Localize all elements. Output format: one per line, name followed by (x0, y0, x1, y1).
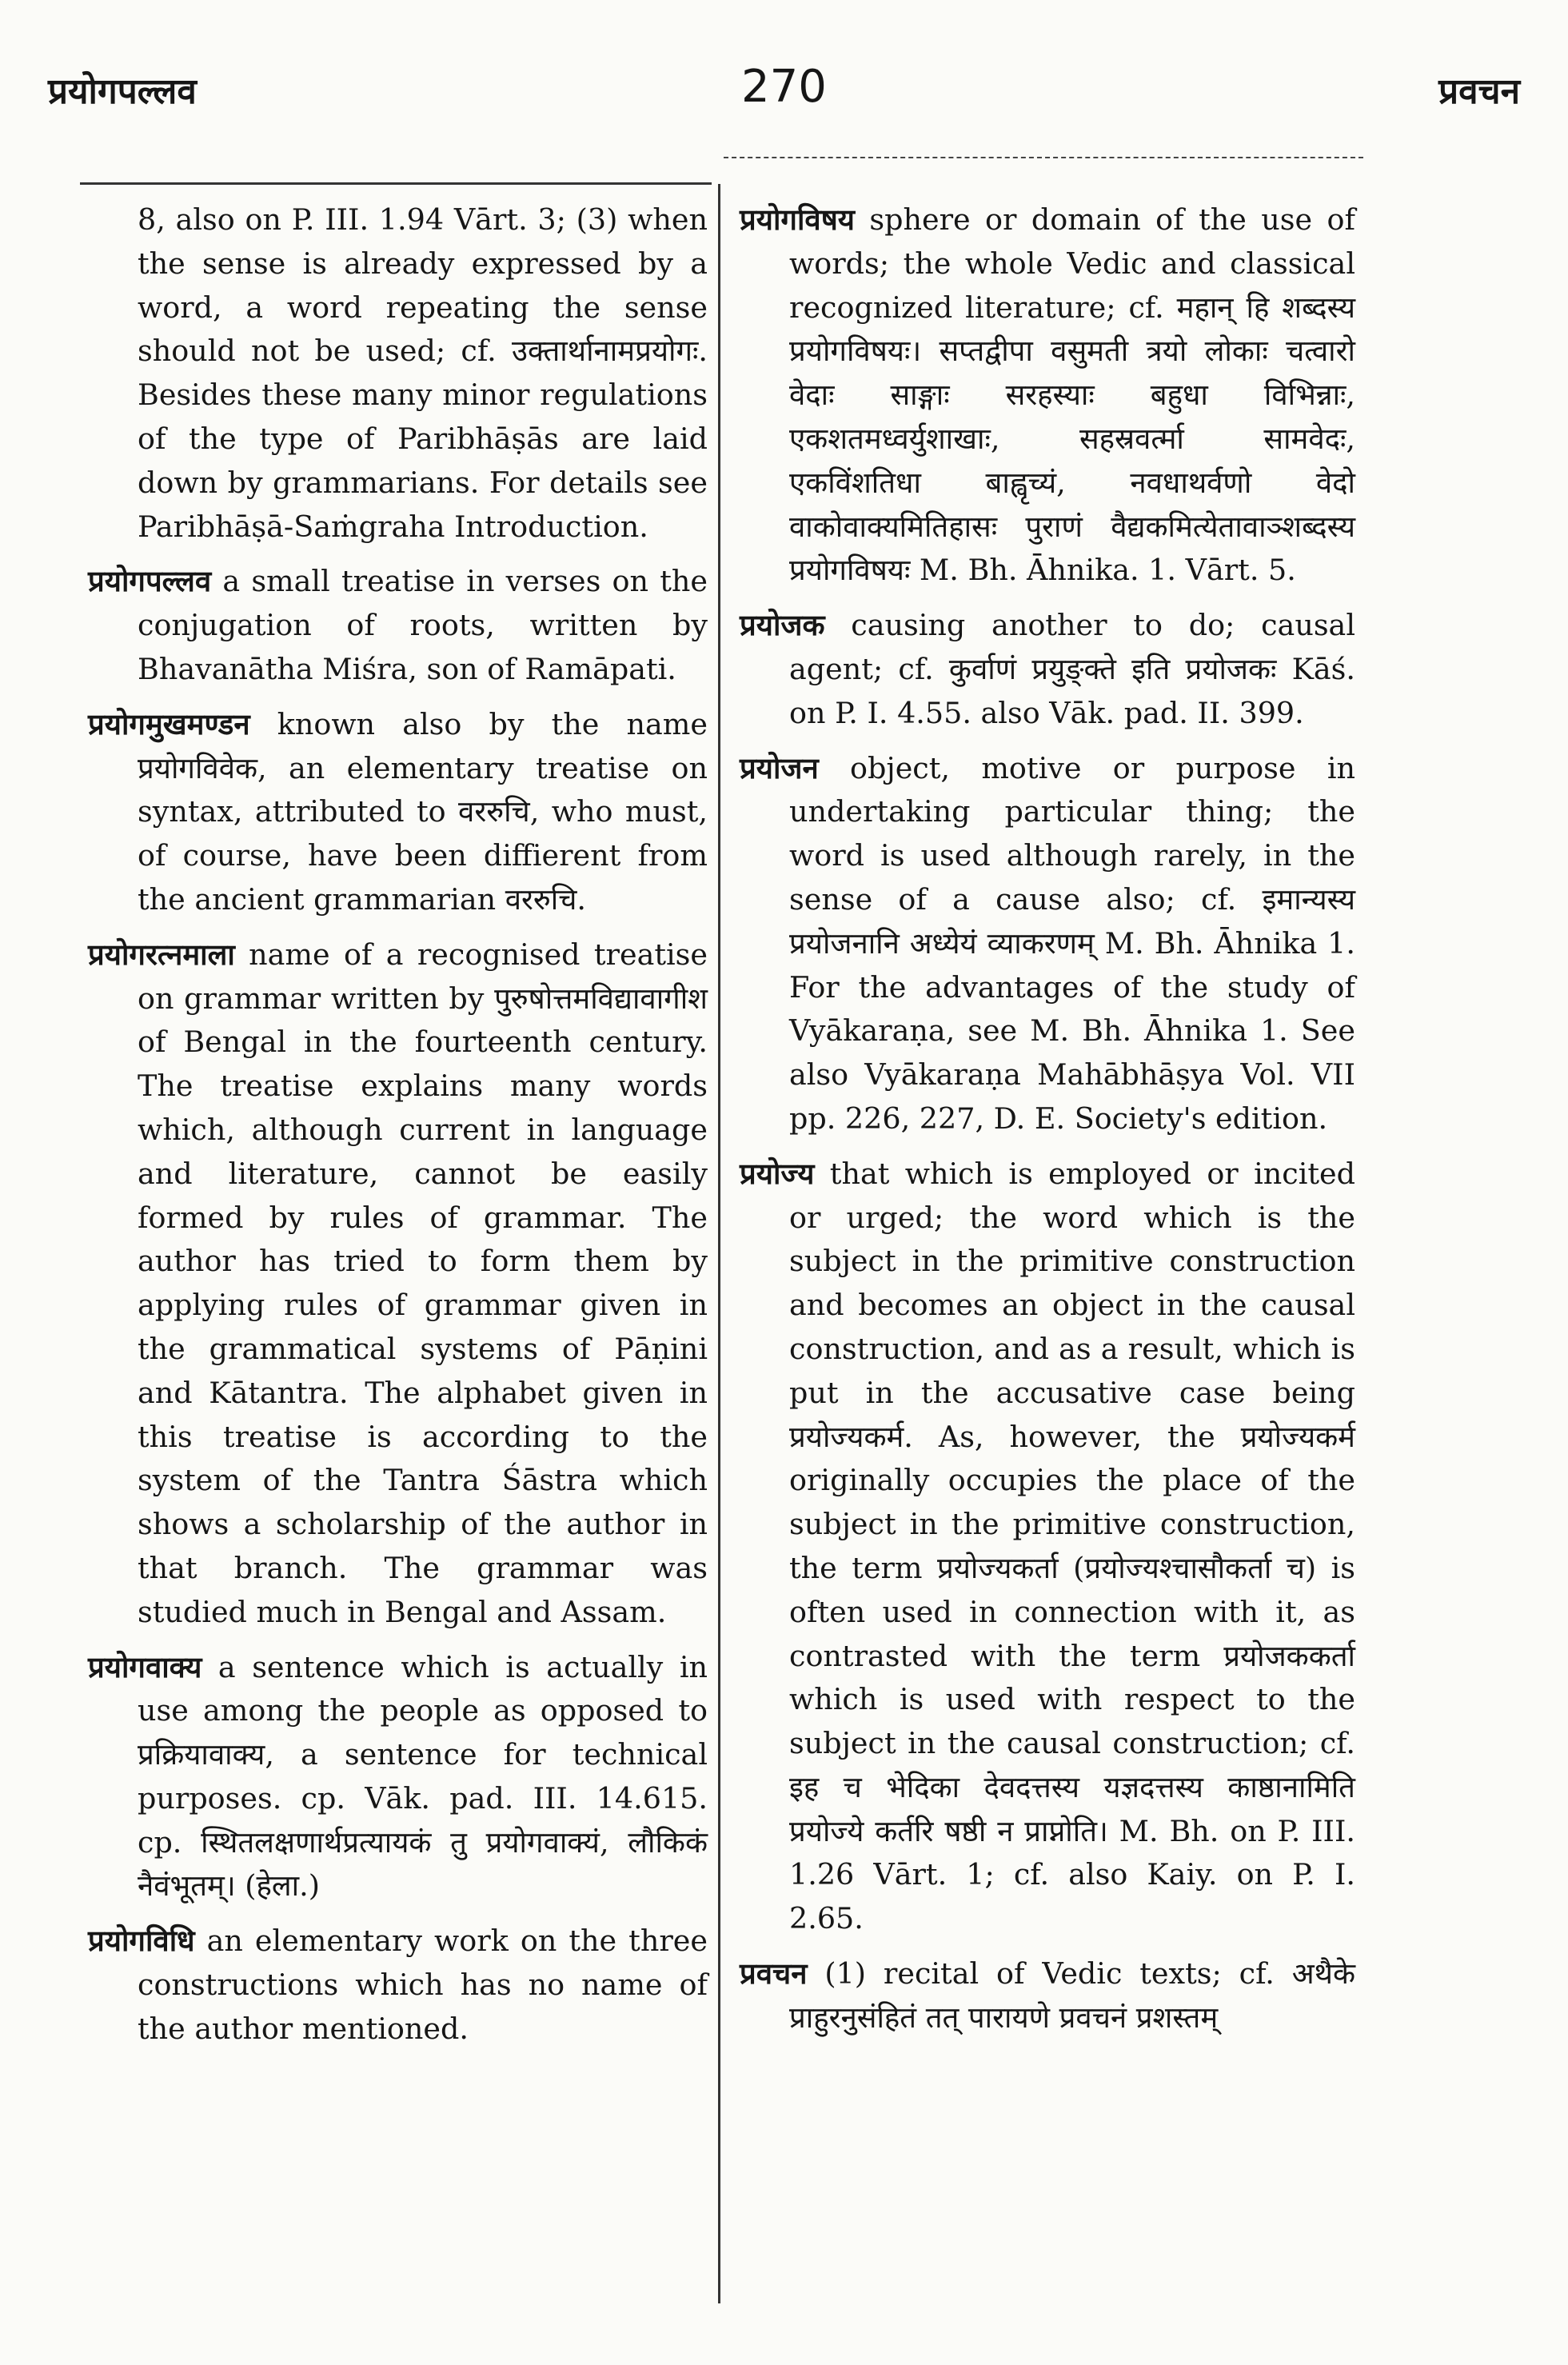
entry-headword: प्रयोगविधि (88, 1924, 195, 1959)
column-divider (718, 184, 720, 2303)
entry-text: a sentence which is actually in use among the people as opposed to प्रक्रियावाक्य, a sentence for technical purposes. cp. Vāk. pad. III. 14.615. cp. स्थितलक्षणार्थप्रत्यायकं तु प्रयोगवाक्यं, लौकिकं नैवंभूतम्। (हेला.) (138, 1649, 708, 1904)
header-left-catchword: प्रयोगपल्लव (48, 71, 197, 112)
page-number: 270 (741, 61, 827, 113)
entry-pravacana (740, 1952, 1355, 2040)
entry-text: 8, also on P. III. 1.94 Vārt. 3; (3) when the sense is already expressed by a word, a word repeating the sense should not be used; cf. उक्तार्थानामप्रयोगः. Besides these many minor regulations of the type of Paribhāṣās are laid down by grammarians. For details see Paribhāṣā-Saṁgraha Introduction. (138, 202, 708, 544)
entry-headword: प्रयोज्य (740, 1156, 815, 1191)
entry-prayogaratnamala (88, 933, 708, 1635)
entry-text: sphere or domain of the use of words; the whole Vedic and classical recognized literature; cf. महान् हि शब्दस्य प्रयोगविषयः। सप्तद्वीपा वसुमती त्रयो लोकाः चत्वारो वेदाः साङ्गाः सरहस्याः बहुधा विभिन्नाः, एकशतमध्वर्युशाखाः, सहस्रवर्त्मा सामवेदः, एकविंशतिधा बाह्वृच्यं, नवधाथर्वणो वेदो वाकोवाक्यमितिहासः पुराणं वैद्यकमित्येतावाञ्शब्दस्य प्रयोगविषयः M. Bh. Āhnika. 1. Vārt. 5. (789, 202, 1355, 588)
entry-text: an elementary work on the three constructions which has no name of the author mentioned. (138, 1924, 708, 2046)
entry-headword: प्रयोगविषय (740, 202, 855, 237)
entry-text: name of a recognised treatise on grammar written by पुरुषोत्तमविद्यावागीश of Bengal in the fourteenth century. The treatise explains many words which, although current in language and literature, cannot be easily formed by rules of grammar. The author has tried to form them by applying rules of grammar given in the grammatical systems of Pāṇini and Kātantra. The alphabet given in this treatise is according to the system of the Tantra Śāstra which shows a scholarship of the author in that branch. The grammar was studied much in Bengal and Assam. (138, 937, 708, 1629)
entry-text: a small treatise in verses on the conjugation of roots, written by Bhavanātha Miśra, son of Ramāpati. (138, 564, 708, 686)
entry-headword: प्रयोगरत्नमाला (88, 937, 235, 972)
entry-text: causing another to do; causal agent; cf. कुर्वाणं प्रयुङ्क्ते इति प्रयोजकः Kāś. on P. I. 4.55. also Vāk. pad. II. 399. (789, 608, 1355, 730)
running-header (48, 61, 1520, 130)
entry-prayogavakya (88, 1646, 708, 1909)
left-column (88, 198, 708, 2063)
entry-continued (88, 198, 708, 549)
header-rule-right (724, 157, 1363, 158)
header-right-catchword: प्रवचन (1438, 71, 1520, 112)
entry-text: that which is employed or incited or urged; the word which is the subject in the primitive construction and becomes an object in the causal construction, and as a result, which is put in the accusative case being प्रयोज्यकर्म. As, however, the प्रयोज्यकर्म originally occupies the place of the subject in the primitive construction, the term प्रयोज्यकर्ता (प्रयोज्यश्चासौकर्ता च) is often used in connection with it, as contrasted with the term प्रयोजककर्ता which is used with respect to the subject in the causal construction; cf. इह च भेदिका देवदत्तस्य यज्ञदत्तस्य काष्ठानामिति प्रयोज्ये कर्तरि षष्ठी न प्राप्नोति। M. Bh. on P. III. 1.26 Vārt. 1; cf. also Kaiy. on P. I. 2.65. (789, 1156, 1356, 1936)
entry-headword: प्रयोगवाक्य (88, 1649, 202, 1684)
entry-headword: प्रयोगपल्लव (88, 564, 212, 599)
entry-prayojaka (740, 604, 1355, 735)
entry-prayogavidhi (88, 1920, 708, 2051)
entry-headword: प्रयोजन (740, 750, 819, 785)
entry-text: known also by the name प्रयोगविवेक, an elementary treatise on syntax, attributed to वररुचि, who must, of course, have been diffierent from the ancient grammarian वररुचि. (138, 706, 708, 917)
entry-prayojana (740, 747, 1355, 1141)
entry-headword: प्रयोगमुखमण्डन (88, 706, 250, 741)
entry-prayogamukhamandana (88, 703, 708, 922)
entry-prayogapallava (88, 560, 708, 691)
header-rule-left (80, 182, 712, 185)
entry-text: object, motive or purpose in undertaking particular thing; the word is used although rarely, in the sense of a cause also; cf. इमान्यस्य प्रयोजनानि अध्येयं व्याकरणम् M. Bh. Āhnika 1. For the advantages of the study of Vyākaraṇa, see M. Bh. Āhnika 1. See also Vyākaraṇa Mahābhāṣya Vol. VII pp. 226, 227, D. E. Society's edition. (789, 750, 1355, 1136)
entry-headword: प्रयोजक (740, 608, 825, 643)
entry-prayojya (740, 1153, 1355, 1941)
entry-text: (1) recital of Vedic texts; cf. अथैके प्राहुरनुसंहितं तत् पारायणे प्रवचनं प्रशस्तम् (789, 1956, 1355, 2035)
entry-headword: प्रवचन (740, 1956, 808, 1991)
right-column (740, 198, 1355, 2051)
entry-prayogavisaya (740, 198, 1355, 593)
